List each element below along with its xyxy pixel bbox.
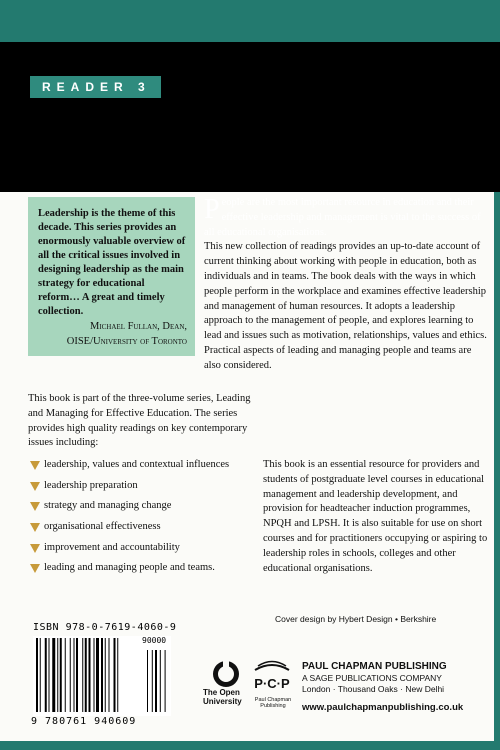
isbn-number: ISBN 978-0-7619-4060-9 <box>33 622 177 633</box>
triangle-bullet-icon <box>30 564 40 573</box>
audience-paragraph: This book is an essential resource for providers and students of postgraduate level courses in educational management and leadership development, and provision for headteacher induction programmes, NPQH and LPSH. It is also suitable for use on short courses and for practitioners occupying or aspiring to leadership roles in schools, colleges and other educational organisations. <box>263 459 488 574</box>
pcp-logo-text: Paul Chapman Publishing <box>254 697 292 709</box>
book-description <box>204 196 488 374</box>
quote-author: Michael Fullan, Dean, <box>89 321 187 332</box>
publisher-name: PAUL CHAPMAN PUBLISHING <box>302 661 447 672</box>
list-item: leadership preparation <box>28 476 253 497</box>
pcp-logo-icon <box>252 658 292 696</box>
description-body: This new collection of readings provides an up-to-date account of current thinking about working with people in education, both as individuals and in teams. The book deals with the ways in which people perform in the workplace and examines effective leadership and management of human resources. It adopts a leadership approach to the management of people, and explores learning to lead and issues such as motivation, relationships, values and ethics. Practical aspects of leading and managing people and teams are also considered. <box>204 241 487 371</box>
list-item: strategy and managing change <box>28 496 253 517</box>
top-color-band <box>0 0 500 42</box>
triangle-bullet-icon <box>30 523 40 532</box>
triangle-bullet-icon <box>30 461 40 470</box>
barcode-icon <box>33 636 171 716</box>
triangle-bullet-icon <box>30 482 40 491</box>
topic-list <box>28 455 253 579</box>
triangle-bullet-icon <box>30 502 40 511</box>
triangle-bullet-icon <box>30 544 40 553</box>
series-intro: This book is part of the three-volume series, Leading and Managing for Effective Education. The series provides high quality readings on key contemporary issues including: <box>28 393 251 449</box>
quote-affiliation: OISE/University of Toronto <box>66 336 187 347</box>
drop-cap: P <box>204 194 220 225</box>
cover-design-credit: Cover design by Hybert Design • Berkshire <box>275 614 437 624</box>
publisher-company: A SAGE PUBLICATIONS COMPANY <box>302 673 442 683</box>
series-tab: READER 3 <box>30 76 161 98</box>
series-info <box>28 392 253 579</box>
open-university-logo-icon <box>205 660 247 688</box>
bottom-color-strip <box>0 741 500 750</box>
right-edge-band <box>494 192 500 750</box>
list-item: leading and managing people and teams. <box>28 558 253 579</box>
endorsement-quote <box>28 197 195 356</box>
barcode-digits: 9 780761 940609 <box>31 716 137 727</box>
header-black-area <box>0 42 500 192</box>
list-item: leadership, values and contextual influences <box>28 455 253 476</box>
open-university-name: The Open University <box>203 688 242 706</box>
publisher-cities: London · Thousand Oaks · New Delhi <box>302 684 445 694</box>
list-item: organisational effectiveness <box>28 517 253 538</box>
description-lead: eople are the most important resource in education and their effective leadership and management is vital to the success of all educational organisations. <box>204 197 481 238</box>
publisher-info <box>302 661 463 713</box>
publisher-url: www.paulchapmanpublishing.co.uk <box>302 702 464 713</box>
price-code: 90000 <box>142 636 167 645</box>
list-item: improvement and accountability <box>28 538 253 559</box>
quote-text: Leadership is the theme of this decade. This series provides an enormously valuable overview of all the critical issues involved in designing leadership as the main strategy for educational reform… A great and timely collection. <box>38 208 186 317</box>
svg-text:P·C·P: P·C·P <box>254 676 290 691</box>
